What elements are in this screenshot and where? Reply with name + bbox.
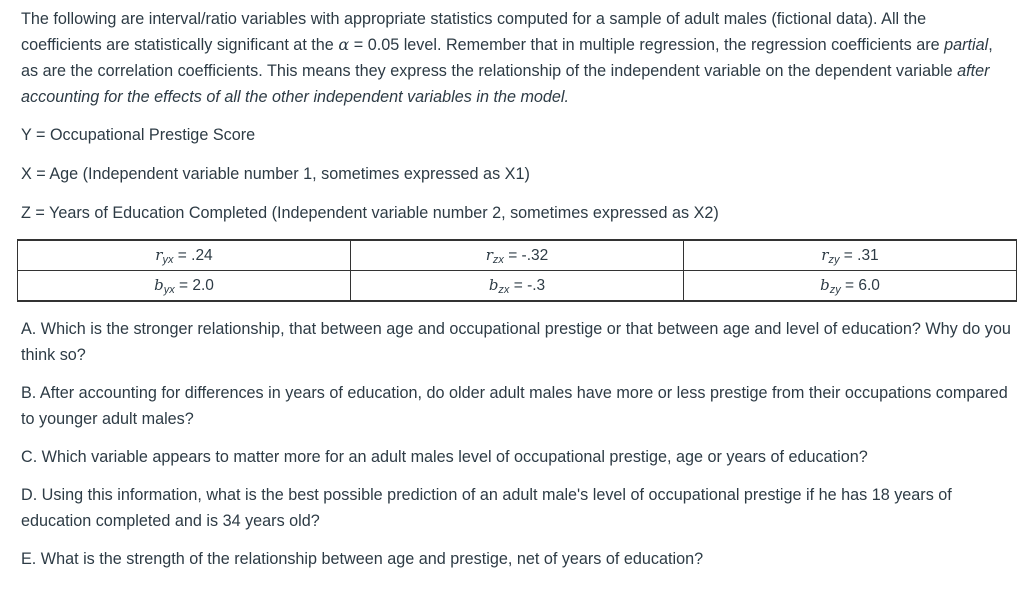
partial-word: partial (944, 36, 989, 54)
question-c: C. Which variable appears to matter more for an adult males level of occupational prestige, age or years of education? (21, 448, 868, 466)
alpha-symbol: α (338, 35, 350, 54)
table-cell-b-zy: $b_{zy} = 6.0$ (684, 271, 1017, 302)
table-cell-r-zy: $r_{zy} = .31$ (684, 240, 1017, 271)
definition-x: X = Age (Independent variable number 1, sometimes expressed as X1) (21, 165, 530, 183)
intro-italic-tail: after accounting for the effects of all the other independent variables in the model. (21, 62, 990, 106)
intro-text-3: , as are the correlation coefficients. This means they express the relationship of the independent variable on the dependent variable (21, 36, 993, 80)
statistics-table (17, 239, 1017, 302)
question-d: D. Using this information, what is the best possible prediction of an adult male's level of occupational prestige if he has 18 years of education completed and is 34 years old? (21, 486, 952, 530)
question-b: B. After accounting for differences in years of education, do older adult males have more or less prestige from their occupations compared to younger adult males? (21, 384, 1008, 428)
table-cell-r-zx: $r_{zx} = -.32$ (351, 240, 684, 271)
intro-paragraph (21, 6, 1011, 110)
table-row-correlations (18, 240, 1017, 271)
intro-text-1: The following are interval/ratio variables with appropriate statistics computed for a sample of adult males (fictional data). All the coefficients are statistically significant at the (21, 10, 927, 54)
problem-document (21, 6, 1011, 584)
question-a: A. Which is the stronger relationship, that between age and occupational prestige or that between age and level of education? Why do you think so? (21, 320, 1011, 364)
table-cell-r-yx: $r_{yx} = .24$ (18, 240, 351, 271)
intro-text-2: = 0.05 level. Remember that in multiple regression, the regression coefficients are (349, 36, 945, 54)
table-cell-b-yx: $b_{yx} = 2.0$ (18, 271, 351, 302)
definition-y: Y = Occupational Prestige Score (21, 126, 256, 144)
definition-z: Z = Years of Education Completed (Independent variable number 2, sometimes expressed as X2) (21, 204, 719, 222)
table-row-regression-coefficients (18, 271, 1017, 302)
question-e: E. What is the strength of the relationship between age and prestige, net of years of education? (21, 550, 704, 568)
table-cell-b-zx: $b_{zx} = -.3$ (351, 271, 684, 302)
